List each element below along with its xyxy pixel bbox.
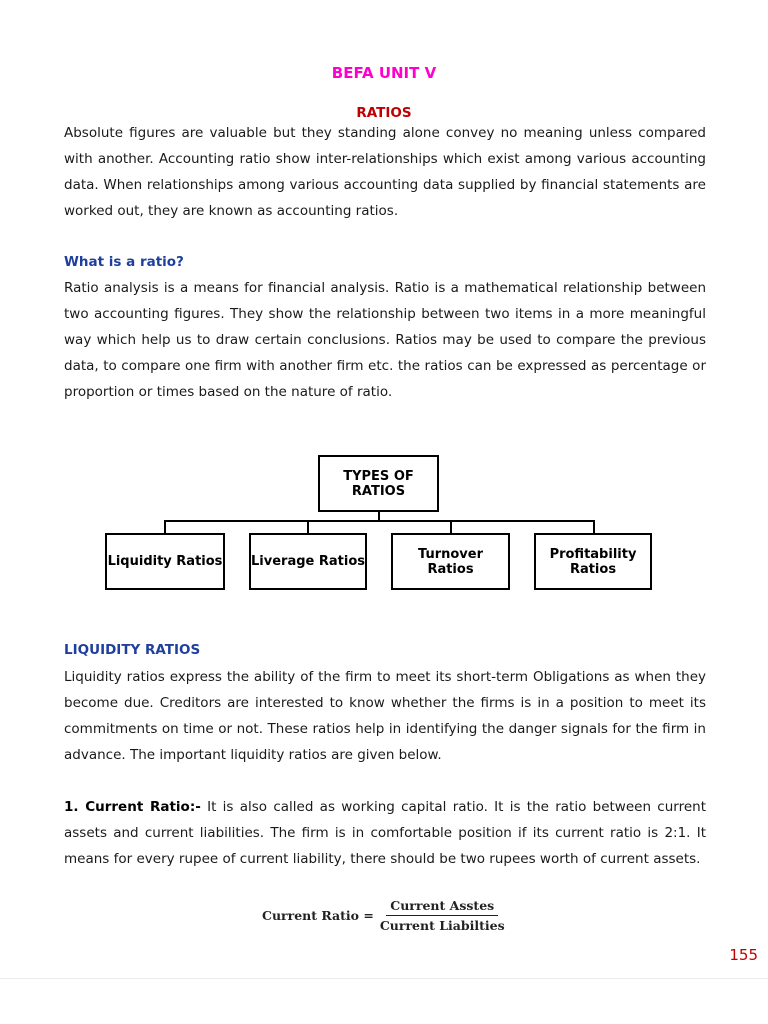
current-ratio-formula bbox=[262, 898, 505, 933]
current-ratio-paragraph bbox=[64, 794, 706, 872]
diagram-connector bbox=[307, 520, 309, 534]
diagram-child-box: Liquidity Ratios bbox=[105, 533, 225, 590]
intro-paragraph: Absolute figures are valuable but they standing alone convey no meaning unless compared with another. Accounting ratio show inter-relationships which exist among various accounting data. When relationships among various accounting data supplied by financial statements are worked out, they are known as accounting ratios. bbox=[64, 125, 706, 219]
unit-title: BEFA UNIT V bbox=[331, 64, 437, 82]
formula-fraction bbox=[380, 898, 505, 933]
formula-denominator: Current Liabilties bbox=[379, 918, 505, 933]
formula-lhs: Current Ratio = bbox=[262, 908, 374, 923]
liquidity-heading: LIQUIDITY RATIOS bbox=[64, 642, 201, 658]
diagram-child-box: Liverage Ratios bbox=[249, 533, 367, 590]
formula-numerator: Current Asstes bbox=[386, 898, 498, 916]
diagram-connector bbox=[593, 520, 595, 534]
page-number: 155 bbox=[729, 946, 758, 964]
diagram-child-box: Turnover Ratios bbox=[391, 533, 510, 590]
diagram-connector bbox=[164, 520, 166, 534]
what-is-ratio-heading: What is a ratio? bbox=[64, 254, 184, 270]
diagram-connector bbox=[164, 520, 595, 522]
diagram-child-box: Profitability Ratios bbox=[534, 533, 652, 590]
current-ratio-text: It is also called as working capital ratio. It is the ratio between current assets and current liabilities. The firm is in comfortable position if its current ratio is 2:1. It means for every rupee of current liability, there should be two rupees worth of current assets. bbox=[64, 799, 706, 867]
footer-divider bbox=[0, 978, 768, 979]
liquidity-paragraph: Liquidity ratios express the ability of the firm to meet its short-term Obligations as when they become due. Creditors are interested to know whether the firms is in a position to meet its commitments on time or not. These ratios help in identifying the danger signals for the firm in advance. The important liquidity ratios are given below. bbox=[64, 669, 706, 763]
what-is-ratio-paragraph: Ratio analysis is a means for financial analysis. Ratio is a mathematical relationship between two accounting figures. They show the relationship between two items in a more meaningful way which help us to draw certain conclusions. Ratios may be used to compare the previous data, to compare one firm with another firm etc. the ratios can be expressed as percentage or proportion or times based on the nature of ratio. bbox=[64, 280, 706, 400]
current-ratio-label: 1. Current Ratio:- bbox=[64, 799, 201, 815]
diagram-connector bbox=[450, 520, 452, 534]
section-title: RATIOS bbox=[356, 105, 412, 121]
diagram-root-box: TYPES OF RATIOS bbox=[318, 455, 439, 512]
